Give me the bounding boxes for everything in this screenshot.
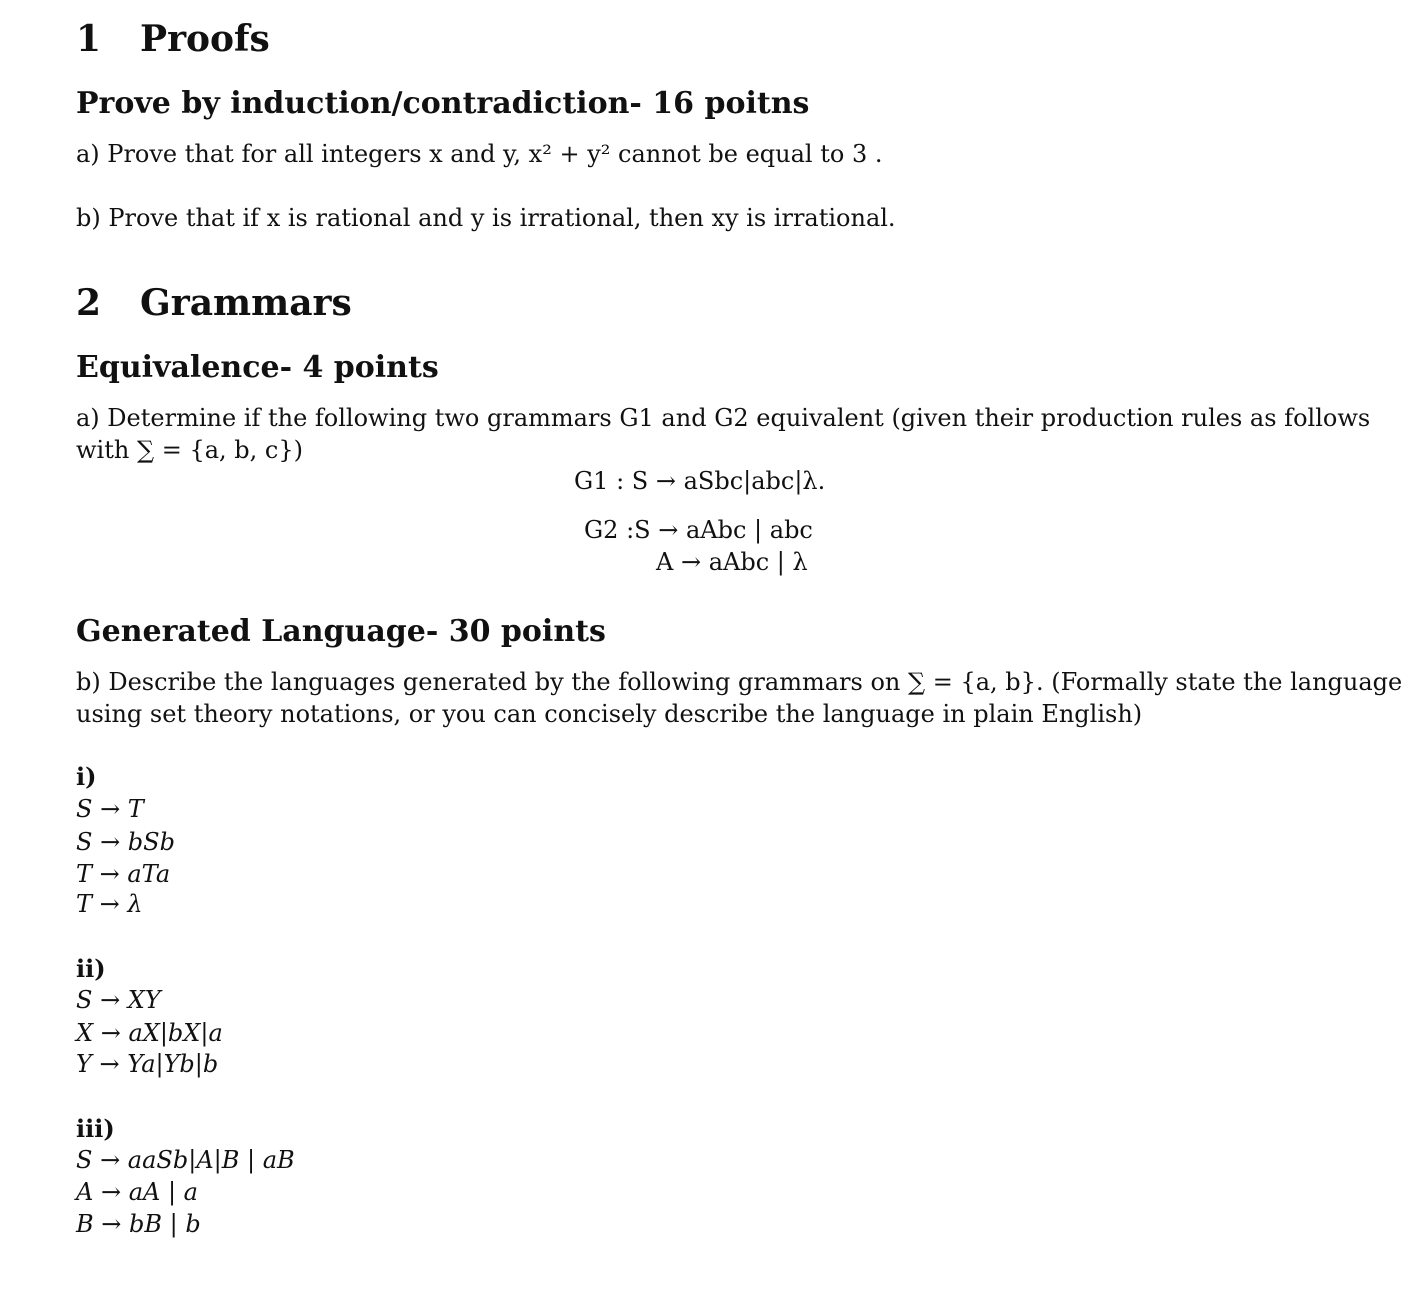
grammar-iii-rule-1: S → aaSb|A|B | aB [76,1146,295,1174]
proof-item-b: b) Prove that if x is rational and y is irrational, then xy is irrational. [76,204,896,232]
grammar-ii-label: ii) [76,954,106,983]
section-2-title: Grammars [140,282,352,324]
grammar-g2-line1: G2 :S → aAbc | abc [584,516,813,544]
grammar-g2-line2: A → aAbc | λ [656,548,808,576]
section-1-number: 1 [76,18,102,60]
section-2-number: 2 [76,282,102,324]
proof-item-a: a) Prove that for all integers x and y, x² + y² cannot be equal to 3 . [76,140,883,168]
grammar-i-rule-4: T → λ [76,890,143,918]
grammar-iii-rule-2: A → aA | a [76,1178,198,1206]
generated-question-line2: using set theory notations, or you can concisely describe the language in plain English) [76,700,1143,728]
grammar-i-rule-3: T → aTa [76,860,171,888]
grammar-ii-rule-2: X → aX|bX|a [76,1019,223,1047]
grammar-ii-rule-1: S → XY [76,986,161,1014]
grammar-iii-rule-3: B → bB | b [76,1210,201,1238]
grammar-i-rule-2: S → bSb [76,828,175,856]
generated-question-line1: b) Describe the languages generated by the following grammars on ∑ = {a, b}. (Formally state the language [76,668,1402,696]
equivalence-question-line1: a) Determine if the following two grammars G1 and G2 equivalent (given their production rules as follows [76,404,1371,432]
section-1-title: Proofs [140,18,270,60]
proofs-subsection-title: Prove by induction/contradiction- 16 poitns [76,86,810,121]
grammar-i-label: i) [76,762,97,791]
equivalence-subsection-title: Equivalence- 4 points [76,350,439,385]
grammar-g1: G1 : S → aSbc|abc|λ. [574,467,826,495]
generated-language-subsection-title: Generated Language- 30 points [76,614,606,649]
grammar-ii-rule-3: Y → Ya|Yb|b [76,1050,219,1078]
grammar-i-rule-1: S → T [76,795,144,823]
equivalence-question-line2: with ∑ = {a, b, c}) [76,436,303,464]
grammar-iii-label: iii) [76,1114,115,1143]
